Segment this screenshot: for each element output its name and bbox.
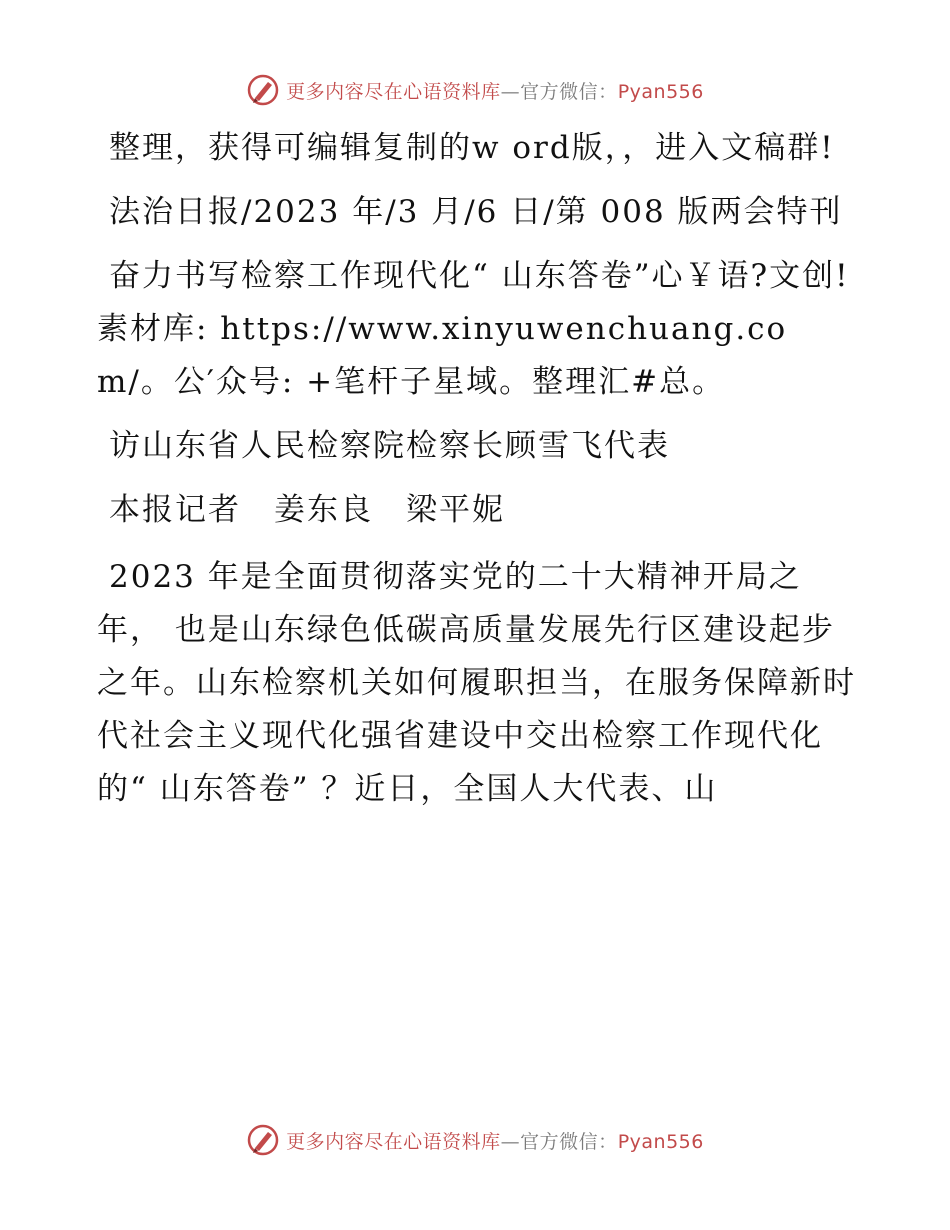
pen-logo-icon bbox=[246, 1123, 280, 1157]
document-body bbox=[97, 122, 857, 827]
banner-content bbox=[246, 73, 704, 107]
banner-dash: — bbox=[500, 80, 521, 103]
pen-logo-icon bbox=[246, 73, 280, 107]
banner-dash: — bbox=[500, 1130, 521, 1153]
banner-wechat-id: Pyan556 bbox=[617, 80, 704, 103]
banner-wechat-id: Pyan556 bbox=[617, 1130, 704, 1153]
footer-banner bbox=[0, 1120, 950, 1160]
paragraph-subtitle: 访山东省人民检察院检察长顾雪飞代表 bbox=[109, 428, 670, 464]
paragraph-intro: 整理，获得可编辑复制的w ord版，，进入文稿群! bbox=[109, 130, 835, 166]
banner-text bbox=[286, 77, 704, 104]
paragraph-title: 奋力书写检察工作现代化“ 山东答卷”心￥语?文创! 素材库: https://www.xinyuwenchuang.com/。公′众号: +笔杆子星域。整理汇#总。 bbox=[97, 258, 850, 400]
banner-wechat-label: 官方微信： bbox=[520, 1130, 618, 1153]
banner-main-text: 更多内容尽在心语资料库 bbox=[286, 80, 501, 103]
banner-wechat-label: 官方微信： bbox=[520, 80, 618, 103]
paragraph-source: 法治日报/2023 年/3 月/6 日/第 008 版两会特刊 bbox=[109, 194, 843, 230]
banner-main-text: 更多内容尽在心语资料库 bbox=[286, 1130, 501, 1153]
paragraph-body: 2023 年是全面贯彻落实党的二十大精神开局之年， 也是山东绿色低碳高质量发展先行区建设起步之年。山东检察机关如何履职担当，在服务保障新时代社会主义现代化强省建设中交出检察工作现代化的“ 山东答卷” ？近日，全国人大代表、山 bbox=[97, 559, 856, 807]
paragraph-byline: 本报记者 姜东良 梁平妮 bbox=[109, 492, 505, 528]
header-banner bbox=[0, 70, 950, 110]
banner-text bbox=[286, 1127, 704, 1154]
banner-content bbox=[246, 1123, 704, 1157]
